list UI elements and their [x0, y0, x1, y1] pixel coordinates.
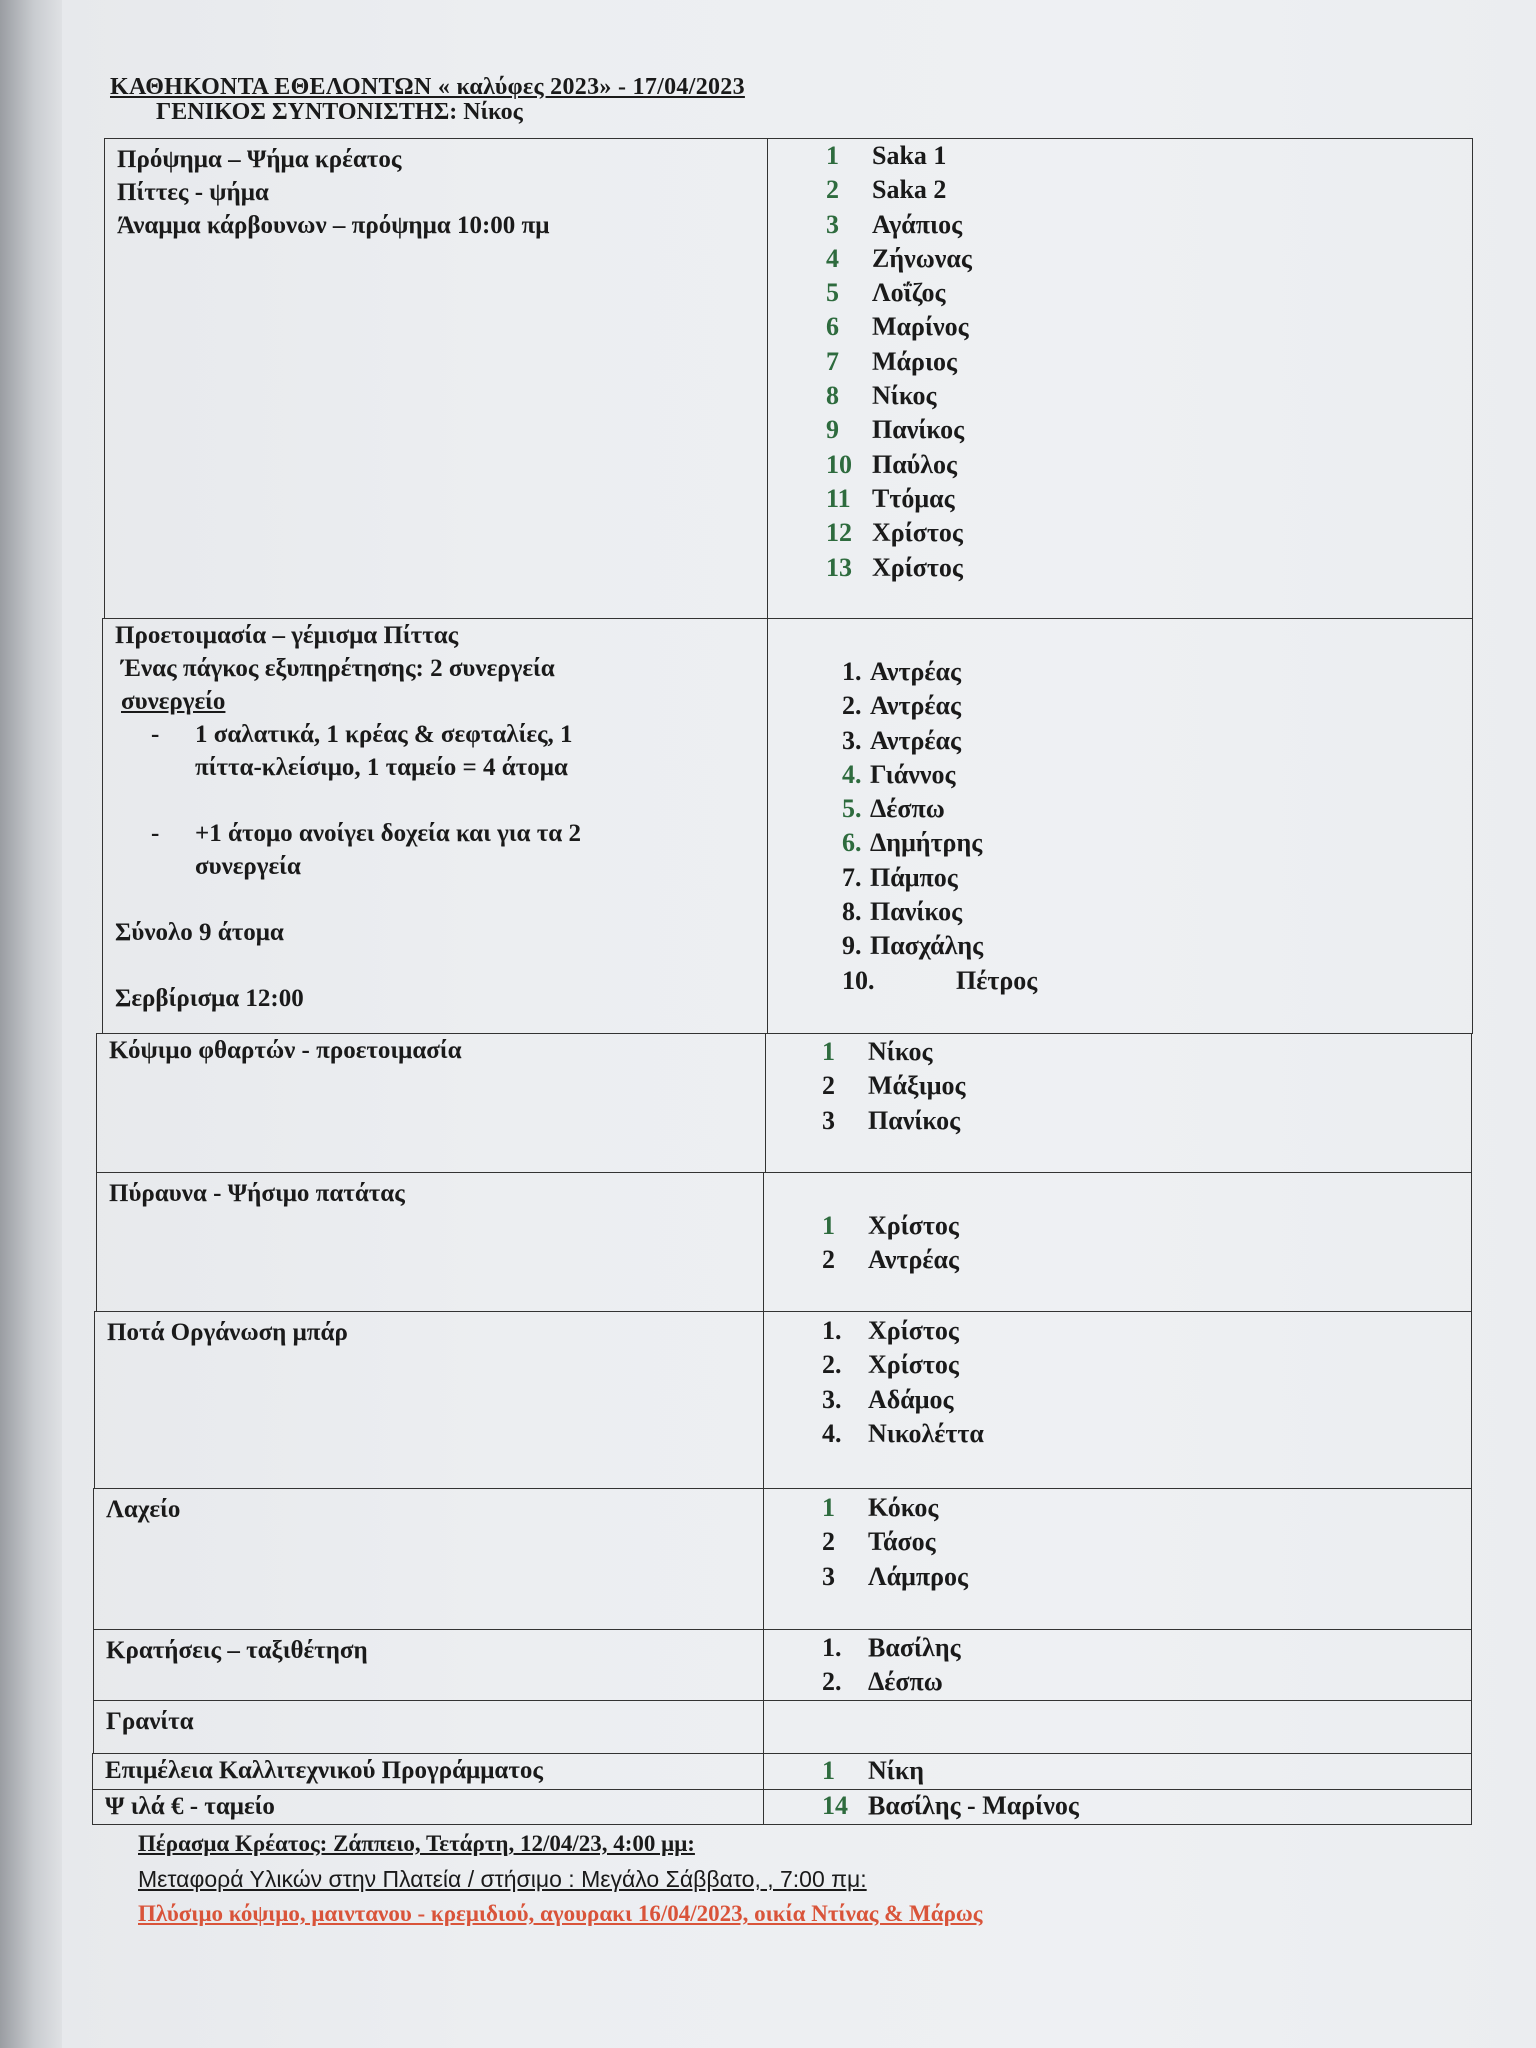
task-line: Λαχείο [106, 1496, 181, 1523]
volunteers-cell-pitta-prep [767, 618, 1473, 1034]
volunteers-cell-bar [763, 1311, 1472, 1489]
list-item: 14 Βασίλης - Μαρίνος [822, 1791, 1079, 1820]
footer-materials-transfer: Μεταφορά Υλικών στην Πλατεία / στήσιμο : Μεγάλο Σάββατο, , 7:00 πμ: [138, 1866, 867, 1892]
task-line: συνεργείο [121, 688, 226, 715]
list-item: 2. Δέσπω [822, 1667, 943, 1697]
list-item: 3. Αντρέας [842, 725, 961, 755]
list-item: 4 Ζήνωνας [826, 243, 972, 273]
list-item: 13 Χρίστος [826, 552, 963, 582]
volunteer-list [842, 655, 1037, 998]
list-item: 3 Λάμπρος [822, 1561, 969, 1591]
document-title: ΚΑΘΗΚΟΝΤΑ ΕΘΕΛΟΝΤΩΝ « καλύφες 2023» - 17/04/2023 [110, 74, 745, 100]
volunteers-cell-cashier [763, 1789, 1472, 1825]
list-item: 8 Νίκος [826, 381, 937, 411]
task-line: Ένας πάγκος εξυπηρέτησης: 2 συνεργεία [121, 655, 555, 682]
task-cell-reservations [93, 1629, 764, 1701]
list-item: 1 Νίκη [822, 1756, 925, 1785]
task-line: Κόψιμο φθαρτών - προετοιμασία [109, 1037, 462, 1064]
volunteers-cell-potatoes [763, 1172, 1472, 1312]
list-item: 7 Μάριος [826, 346, 957, 376]
list-item: 1 Saka 1 [826, 141, 947, 170]
footer-washing-cutting: Πλύσιμο κόψιμο, μαιντανου - κρεμιδιού, αγουρακι 16/04/2023, οικία Ντίνας & Μάρως [138, 1901, 983, 1926]
list-item: 1. Αντρέας [842, 657, 961, 686]
list-item: 6. Δημήτρης [842, 828, 983, 858]
list-item: 3 Αγάπιος [826, 209, 963, 239]
volunteer-list [822, 1491, 968, 1594]
list-item: 1 Νίκος [822, 1037, 933, 1066]
list-item: 10 Παύλος [826, 449, 957, 479]
list-item: 2 Αντρέας [822, 1245, 959, 1275]
document-footer [138, 1826, 982, 1932]
list-item: 1. Βασίλης [822, 1633, 961, 1662]
task-line: - +1 άτομο ανοίγει δοχεία και για τα 2 [151, 820, 581, 847]
task-cell-cutting [96, 1033, 766, 1173]
task-cell-potatoes [96, 1172, 764, 1312]
list-item: 5 Λοΐζος [826, 278, 946, 308]
task-line: Πίττες - ψήμα [117, 179, 269, 206]
list-item: 4. Νικολέττα [822, 1418, 984, 1448]
task-line: Άναμμα κάρβουνων – πρόψημα 10:00 πμ [117, 212, 550, 239]
volunteers-cell-reservations [763, 1629, 1472, 1701]
task-cell-bar [94, 1311, 764, 1489]
task-line: Σύνολο 9 άτομα [115, 919, 284, 946]
task-line: συνεργεία [195, 853, 301, 880]
list-item: 10. Πέτρος [842, 965, 1038, 995]
document-header [110, 74, 745, 126]
list-item: 6 Μαρίνος [826, 312, 969, 342]
volunteer-list [826, 139, 972, 585]
list-item: 1. Χρίστος [822, 1316, 959, 1345]
list-item: 2. Χρίστος [822, 1350, 959, 1380]
page-edge-shadow [0, 0, 62, 2048]
volunteer-list [822, 1789, 1079, 1823]
task-line: Κρατήσεις – ταξιθέτηση [106, 1637, 368, 1664]
general-coordinator: ΓΕΝΙΚΟΣ ΣΥΝΤΟΝΙΣΤΗΣ: Νίκος [156, 99, 523, 125]
list-item: 2 Saka 2 [826, 175, 947, 205]
list-item: 12 Χρίστος [826, 518, 963, 548]
list-item: 8. Πανίκος [842, 897, 963, 927]
volunteers-cell-artistic-program [763, 1753, 1472, 1790]
list-item: 2. Αντρέας [842, 691, 961, 721]
volunteers-cell-lottery [763, 1488, 1472, 1630]
task-line: Επιμέλεια Καλλιτεχνικού Προγράμματος [105, 1757, 543, 1784]
list-item: 9. Πασχάλης [842, 931, 984, 961]
volunteers-cell-cutting [765, 1033, 1472, 1173]
list-item: 1 Κόκος [822, 1493, 939, 1522]
list-item: 4. Γιάννος [842, 759, 956, 789]
list-item: 2 Μάξιμος [822, 1071, 966, 1101]
footer-meat-transfer: Πέρασμα Κρέατος: Ζάππειο, Τετάρτη, 12/04/23, 4:00 μμ: [138, 1831, 695, 1856]
task-line: Γρανίτα [106, 1708, 194, 1735]
volunteer-list [822, 1631, 961, 1700]
volunteer-list [822, 1754, 924, 1788]
task-line: - 1 σαλατικά, 1 κρέας & σεφταλίες, 1 [151, 721, 573, 748]
list-item: 9 Πανίκος [826, 415, 965, 445]
list-item: 11 Ττόμας [826, 483, 955, 513]
volunteer-list [822, 1314, 984, 1451]
task-line: Προετοιμασία – γέμισμα Πίττας [115, 622, 459, 649]
task-cell-pitta-prep [102, 618, 768, 1034]
volunteer-list [822, 1035, 965, 1138]
task-line: Ψ ιλά € - ταμείο [105, 1793, 275, 1820]
volunteers-cell-granita [763, 1700, 1472, 1754]
task-cell-cashier [92, 1789, 764, 1825]
list-item: 2 Τάσος [822, 1527, 936, 1557]
task-cell-grilling [104, 138, 768, 619]
volunteer-list [822, 1209, 959, 1278]
list-item: 5. Δέσπω [842, 794, 945, 824]
volunteers-cell-grilling [767, 138, 1473, 619]
list-item: 3. Αδάμος [822, 1384, 954, 1414]
task-cell-granita [93, 1700, 764, 1754]
task-cell-lottery [93, 1488, 764, 1630]
task-line: Πρόψημα – Ψήμα κρέατος [117, 146, 402, 173]
task-cell-artistic-program [92, 1753, 764, 1790]
list-item: 1 Χρίστος [822, 1211, 959, 1240]
task-line: Πύραυνα - Ψήσιμο πατάτας [109, 1180, 405, 1207]
task-line: Σερβίρισμα 12:00 [115, 985, 304, 1012]
list-item: 7. Πάμπος [842, 862, 958, 892]
task-line: πίττα-κλείσιμο, 1 ταμείο = 4 άτομα [195, 754, 568, 781]
list-item: 3 Πανίκος [822, 1105, 961, 1135]
task-line: Ποτά Οργάνωση μπάρ [107, 1319, 348, 1346]
